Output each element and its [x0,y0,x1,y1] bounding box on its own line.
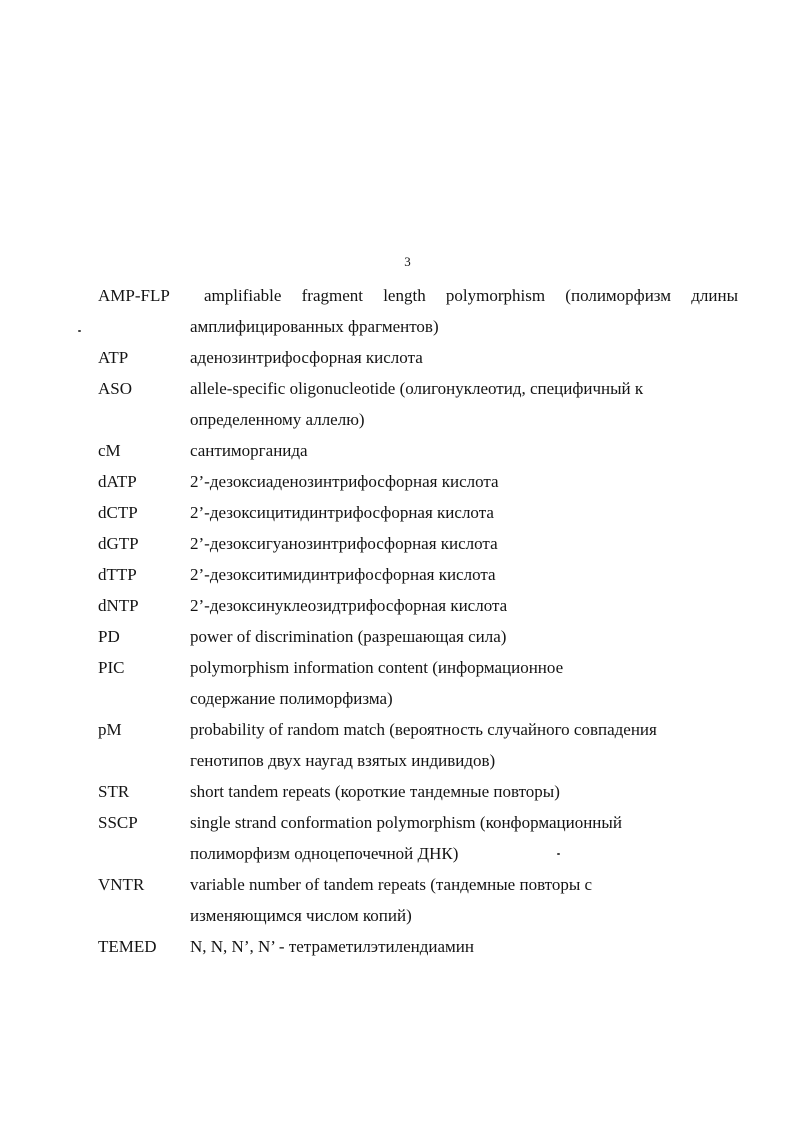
definition-line: 2’-дезоксигуанозинтрифосфорная кислота [190,534,498,553]
abbreviation-entry-dntp [98,590,738,621]
definition-line: allele-specific oligonucleotide (олигонуклеотид, специфичный к [190,379,644,398]
abbreviation-term: ATP [98,348,129,367]
definition-line: variable number of tandem repeats (тандемные повторы с [190,875,593,894]
definition-line: сантиморганида [190,441,308,460]
abbreviation-definition [190,280,738,342]
abbreviation-entry-sscp [98,807,738,869]
definition-line: определенному аллелю) [190,410,365,429]
abbreviation-entry-pm [98,714,738,776]
abbreviation-definition [190,869,738,931]
abbreviation-entry-aso [98,373,738,435]
definition-line: amplifiable fragment length polymorphism (полиморфизм длины [204,286,738,305]
abbreviation-entry-str [98,776,738,807]
abbreviation-term: AMP-FLP [98,286,170,305]
definition-line: содержание полиморфизма) [190,689,393,708]
abbreviation-definition [190,776,738,807]
abbreviation-entry-datp [98,466,738,497]
abbreviation-definition [190,559,738,590]
abbreviation-entry-amp-flp [98,280,738,342]
abbreviation-entry-vntr [98,869,738,931]
definition-line: 2’-дезоксинуклеозидтрифосфорная кислота [190,596,508,615]
abbreviation-definition [190,466,738,497]
definition-line: probability of random match (вероятность случайного совпадения [190,720,657,739]
abbreviation-term: dNTP [98,596,139,615]
definition-line: 2’-дезоксиаденозинтрифосфорная кислота [190,472,499,491]
abbreviation-entry-atp [98,342,738,373]
abbreviation-term: PIC [98,658,125,677]
definition-line: амплифицированных фрагментов) [190,317,439,336]
definition-line: 2’-дезокситимидинтрифосфорная кислота [190,565,496,584]
abbreviation-term: STR [98,782,130,801]
abbreviation-definition [190,590,738,621]
definition-line: 2’-дезоксицитидинтрифосфорная кислота [190,503,494,522]
definition-line: short tandem repeats (короткие тандемные повторы) [190,782,560,801]
abbreviation-term: pM [98,720,122,739]
definition-line: N, N, N’, N’ - тетраметилэтилендиамин [190,937,474,956]
definition-line: polymorphism information content (информационное [190,658,564,677]
abbreviation-term: dGTP [98,534,139,553]
abbreviation-definition [190,528,738,559]
definition-line: power of discrimination (разрешающая сила) [190,627,507,646]
abbreviation-definition [190,714,738,776]
definition-line: single strand conformation polymorphism (конформационный [190,813,622,832]
abbreviation-definition [190,652,738,714]
abbreviation-term: TEMED [98,937,157,956]
scan-speck [78,330,81,332]
abbreviation-entry-cm [98,435,738,466]
abbreviation-definition [190,807,738,869]
abbreviation-definition [190,342,738,373]
definition-line: изменяющимся числом копий) [190,906,412,925]
abbreviation-list [98,280,738,962]
abbreviation-entry-pic [98,652,738,714]
abbreviation-definition [190,373,738,435]
abbreviation-term: ASO [98,379,133,398]
definition-line: полиморфизм одноцепочечной ДНК) [190,844,459,863]
definition-line: аденозинтрифосфорная кислота [190,348,423,367]
abbreviation-definition [190,497,738,528]
abbreviation-definition [190,621,738,652]
abbreviation-entry-dctp [98,497,738,528]
abbreviation-term: VNTR [98,875,145,894]
abbreviation-entry-temed [98,931,738,962]
abbreviation-entry-dgtp [98,528,738,559]
definition-line: генотипов двух наугад взятых индивидов) [190,751,496,770]
scan-speck [557,853,560,855]
abbreviation-definition [190,931,738,962]
abbreviation-term: cM [98,441,121,460]
abbreviation-entry-pd [98,621,738,652]
abbreviation-term: dATP [98,472,137,491]
abbreviation-definition [190,435,738,466]
abbreviation-term: PD [98,627,120,646]
page-number: 3 [404,254,411,269]
abbreviation-term: dCTP [98,503,138,522]
abbreviation-term: dTTP [98,565,137,584]
abbreviation-term: SSCP [98,813,138,832]
abbreviation-entry-dttp [98,559,738,590]
